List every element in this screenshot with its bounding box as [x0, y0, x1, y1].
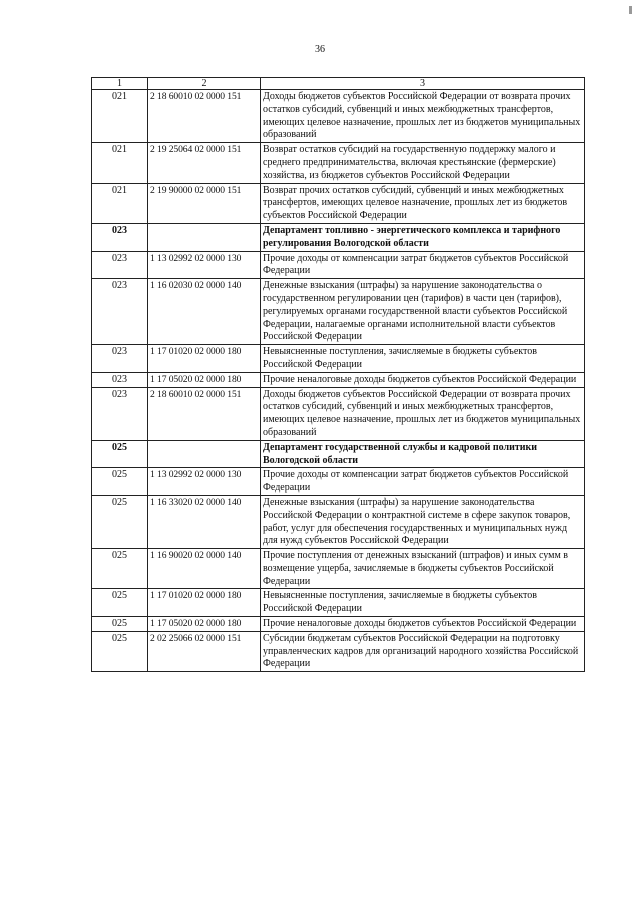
revenue-name-cell: Прочие доходы от компенсации затрат бюджетов субъектов Российской Федерации: [261, 468, 585, 496]
admin-code-cell: 025: [92, 495, 148, 548]
revenue-name-cell: Возврат остатков субсидий на государственную поддержку малого и среднего предпринимательства, включая крестьянские (фермерские) хозяйства, из бюджетов субъектов Российской Федерации: [261, 143, 585, 183]
revenue-name-cell: Доходы бюджетов субъектов Российской Федерации от возврата прочих остатков субсидий, субвенций и иных межбюджетных трансфертов, имеющих целевое назначение, прошлых лет из бюджетов муниципальных образований: [261, 90, 585, 143]
table-row-department: [92, 440, 585, 468]
scan-mark: [629, 6, 632, 14]
budget-code-cell: 1 17 05020 02 0000 180: [148, 372, 261, 387]
budget-code-cell: [148, 223, 261, 251]
budget-code-cell: 2 18 60010 02 0000 151: [148, 90, 261, 143]
admin-code-cell: 023: [92, 251, 148, 279]
admin-code-cell: 025: [92, 617, 148, 632]
table-row: [92, 372, 585, 387]
table-row: [92, 617, 585, 632]
revenue-name-cell: Прочие поступления от денежных взысканий (штрафов) и иных сумм в возмещение ущерба, зачисляемые в бюджеты субъектов Российской Федерации: [261, 549, 585, 589]
budget-code-cell: 1 13 02992 02 0000 130: [148, 251, 261, 279]
revenue-name-cell: Невыясненные поступления, зачисляемые в бюджеты субъектов Российской Федерации: [261, 345, 585, 373]
table-row: [92, 549, 585, 589]
table-row: [92, 387, 585, 440]
table-row: [92, 345, 585, 373]
budget-code-cell: 2 19 25064 02 0000 151: [148, 143, 261, 183]
revenue-name-cell: Прочие неналоговые доходы бюджетов субъектов Российской Федерации: [261, 372, 585, 387]
table-row: [92, 183, 585, 223]
table-row: [92, 468, 585, 496]
budget-code-cell: 2 18 60010 02 0000 151: [148, 387, 261, 440]
table-row: [92, 631, 585, 671]
budget-code-cell: 1 16 90020 02 0000 140: [148, 549, 261, 589]
revenue-name-cell: Возврат прочих остатков субсидий, субвенций и иных межбюджетных трансфертов, имеющих целевое назначение, прошлых лет из бюджетов субъектов Российской Федерации: [261, 183, 585, 223]
admin-code-cell: 025: [92, 631, 148, 671]
budget-code-cell: 1 16 02030 02 0000 140: [148, 279, 261, 345]
revenue-name-cell: Департамент топливно - энергетического комплекса и тарифного регулирования Вологодской области: [261, 223, 585, 251]
revenue-name-cell: Прочие неналоговые доходы бюджетов субъектов Российской Федерации: [261, 617, 585, 632]
table-row: [92, 90, 585, 143]
admin-code-cell: 025: [92, 468, 148, 496]
table-header-row: [92, 78, 585, 90]
column-header-2: 2: [148, 78, 261, 90]
budget-code-cell: 1 13 02992 02 0000 130: [148, 468, 261, 496]
column-header-1: 1: [92, 78, 148, 90]
table-row: [92, 143, 585, 183]
admin-code-cell: 023: [92, 223, 148, 251]
revenue-codes-table: [91, 77, 585, 672]
admin-code-cell: 025: [92, 549, 148, 589]
table-row: [92, 251, 585, 279]
budget-code-cell: 1 17 05020 02 0000 180: [148, 617, 261, 632]
revenue-name-cell: Прочие доходы от компенсации затрат бюджетов субъектов Российской Федерации: [261, 251, 585, 279]
budget-code-cell: 1 17 01020 02 0000 180: [148, 589, 261, 617]
column-header-3: 3: [261, 78, 585, 90]
budget-code-cell: [148, 440, 261, 468]
admin-code-cell: 023: [92, 279, 148, 345]
admin-code-cell: 023: [92, 345, 148, 373]
page-number: 36: [315, 44, 325, 55]
revenue-name-cell: Невыясненные поступления, зачисляемые в бюджеты субъектов Российской Федерации: [261, 589, 585, 617]
admin-code-cell: 023: [92, 372, 148, 387]
admin-code-cell: 023: [92, 387, 148, 440]
revenue-name-cell: Доходы бюджетов субъектов Российской Федерации от возврата прочих остатков субсидий, субвенций и иных межбюджетных трансфертов, имеющих целевое назначение, прошлых лет из бюджетов муниципальных образований: [261, 387, 585, 440]
admin-code-cell: 021: [92, 90, 148, 143]
admin-code-cell: 025: [92, 589, 148, 617]
budget-code-cell: 1 16 33020 02 0000 140: [148, 495, 261, 548]
admin-code-cell: 025: [92, 440, 148, 468]
budget-code-cell: 1 17 01020 02 0000 180: [148, 345, 261, 373]
table-row-department: [92, 223, 585, 251]
revenue-name-cell: Департамент государственной службы и кадровой политики Вологодской области: [261, 440, 585, 468]
revenue-name-cell: Денежные взыскания (штрафы) за нарушение законодательства Российской Федерации о контрактной системе в сфере закупок товаров, работ, услуг для обеспечения государственных и муниципальных нужд для нужд субъектов Российской Федерации: [261, 495, 585, 548]
budget-code-cell: 2 19 90000 02 0000 151: [148, 183, 261, 223]
table-row: [92, 279, 585, 345]
table-row: [92, 495, 585, 548]
table-row: [92, 589, 585, 617]
revenue-name-cell: Субсидии бюджетам субъектов Российской Федерации на подготовку управленческих кадров для организаций народного хозяйства Российской Федерации: [261, 631, 585, 671]
revenue-name-cell: Денежные взыскания (штрафы) за нарушение законодательства о государственном регулировании цен (тарифов) в части цен (тарифов), регулируемых органами государственной власти субъектов Российской Федерации, налагаемые органами исполнительной власти субъектов Российской Федерации: [261, 279, 585, 345]
admin-code-cell: 021: [92, 143, 148, 183]
budget-code-cell: 2 02 25066 02 0000 151: [148, 631, 261, 671]
admin-code-cell: 021: [92, 183, 148, 223]
